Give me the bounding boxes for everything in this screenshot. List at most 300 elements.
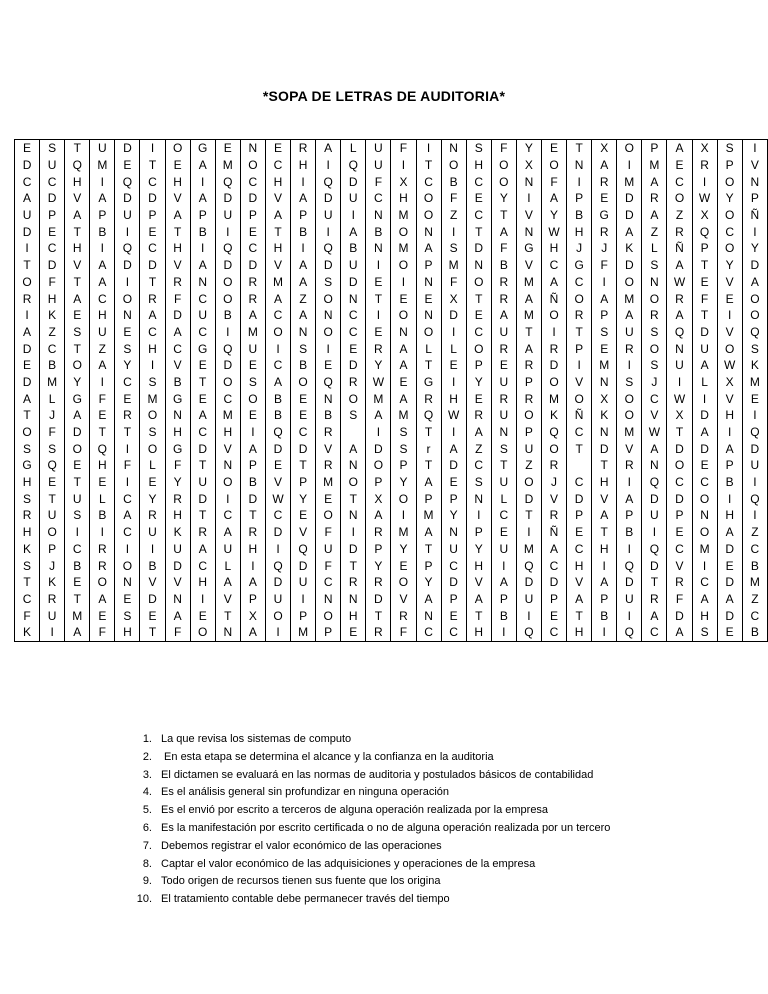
clue-text: Debemos registrar el valor económico de las operaciones	[161, 839, 442, 852]
grid-cell: O	[742, 307, 767, 324]
grid-cell: X	[366, 490, 391, 507]
grid-cell: O	[265, 607, 290, 624]
grid-cell: Q	[617, 557, 642, 574]
grid-cell: R	[341, 374, 366, 391]
grid-cell: O	[140, 440, 165, 457]
grid-cell: Q	[341, 157, 366, 174]
grid-cell: O	[240, 390, 265, 407]
grid-cell: T	[416, 357, 441, 374]
grid-cell: P	[516, 374, 541, 391]
grid-cell: B	[567, 207, 592, 224]
grid-cell: X	[692, 207, 717, 224]
grid-cell: O	[316, 607, 341, 624]
grid-cell: M	[215, 407, 240, 424]
grid-cell: M	[592, 357, 617, 374]
grid-cell: K	[742, 357, 767, 374]
grid-cell: T	[140, 624, 165, 641]
grid-cell: C	[190, 290, 215, 307]
grid-cell: B	[592, 607, 617, 624]
grid-cell: S	[65, 324, 90, 341]
grid-cell: B	[291, 357, 316, 374]
grid-cell: T	[291, 457, 316, 474]
grid-cell: O	[391, 490, 416, 507]
grid-cell: I	[265, 624, 290, 641]
grid-cell: A	[592, 507, 617, 524]
grid-cell: P	[366, 541, 391, 558]
grid-cell: X	[592, 390, 617, 407]
grid-cell: U	[190, 474, 215, 491]
grid-row	[15, 390, 768, 407]
grid-cell: D	[190, 490, 215, 507]
grid-cell: O	[692, 524, 717, 541]
grid-cell: C	[416, 173, 441, 190]
grid-cell: W	[642, 424, 667, 441]
grid-cell: A	[692, 424, 717, 441]
grid-cell: T	[15, 407, 40, 424]
grid-cell: R	[592, 173, 617, 190]
grid-cell: A	[667, 624, 692, 641]
grid-cell: R	[15, 290, 40, 307]
grid-cell: S	[491, 440, 516, 457]
grid-cell: O	[265, 324, 290, 341]
grid-cell: D	[215, 190, 240, 207]
grid-cell: A	[190, 157, 215, 174]
grid-cell: A	[341, 223, 366, 240]
grid-cell: I	[341, 524, 366, 541]
grid-cell: R	[491, 340, 516, 357]
grid-cell: B	[265, 407, 290, 424]
grid-cell: V	[617, 440, 642, 457]
grid-cell: H	[65, 173, 90, 190]
grid-cell: K	[15, 624, 40, 641]
grid-cell: U	[190, 307, 215, 324]
grid-cell: E	[65, 457, 90, 474]
grid-cell: A	[642, 607, 667, 624]
grid-cell: I	[516, 524, 541, 541]
grid-cell: D	[692, 440, 717, 457]
grid-cell: E	[15, 140, 40, 157]
grid-cell: T	[416, 424, 441, 441]
grid-cell: D	[265, 524, 290, 541]
grid-cell: Q	[516, 557, 541, 574]
grid-cell: R	[642, 307, 667, 324]
grid-cell: Y	[742, 240, 767, 257]
grid-cell: I	[140, 541, 165, 558]
grid-cell: A	[642, 440, 667, 457]
grid-cell: N	[165, 407, 190, 424]
grid-cell: I	[692, 173, 717, 190]
grid-cell: T	[366, 290, 391, 307]
clue-number: 2.	[142, 750, 152, 763]
clue-item	[126, 749, 610, 767]
grid-cell: G	[190, 140, 215, 157]
grid-cell: D	[441, 457, 466, 474]
grid-cell: O	[366, 457, 391, 474]
grid-cell: E	[341, 624, 366, 641]
grid-cell: H	[240, 541, 265, 558]
grid-cell: I	[617, 357, 642, 374]
grid-cell: E	[541, 607, 566, 624]
grid-cell: B	[265, 390, 290, 407]
grid-cell: Z	[291, 290, 316, 307]
grid-row	[15, 190, 768, 207]
grid-cell: H	[165, 240, 190, 257]
grid-cell: A	[65, 207, 90, 224]
grid-cell: D	[341, 173, 366, 190]
grid-cell: E	[240, 357, 265, 374]
grid-cell: E	[140, 223, 165, 240]
grid-cell: E	[567, 524, 592, 541]
grid-cell: D	[667, 607, 692, 624]
clue-text: Captar el valor económico de las adquisiciones y operaciones de la empresa	[161, 857, 536, 870]
grid-cell: R	[115, 407, 140, 424]
grid-row	[15, 257, 768, 274]
grid-cell: W	[717, 357, 742, 374]
grid-cell: B	[491, 257, 516, 274]
grid-cell: O	[541, 307, 566, 324]
grid-cell: A	[165, 607, 190, 624]
grid-cell: A	[165, 324, 190, 341]
grid-row	[15, 457, 768, 474]
grid-cell: A	[341, 440, 366, 457]
grid-cell: D	[717, 607, 742, 624]
grid-cell: U	[667, 357, 692, 374]
grid-cell: A	[215, 524, 240, 541]
grid-cell: N	[466, 257, 491, 274]
grid-cell: Z	[642, 223, 667, 240]
grid-cell: I	[567, 357, 592, 374]
grid-cell: T	[190, 507, 215, 524]
grid-cell: A	[90, 357, 115, 374]
grid-cell: V	[165, 357, 190, 374]
grid-cell: I	[642, 524, 667, 541]
grid-cell: S	[717, 140, 742, 157]
grid-cell: A	[190, 407, 215, 424]
grid-cell: O	[466, 274, 491, 291]
page-title: *SOPA DE LETRAS DE AUDITORIA*	[262, 88, 506, 104]
grid-cell: V	[65, 190, 90, 207]
grid-cell: D	[115, 190, 140, 207]
grid-cell: M	[90, 157, 115, 174]
grid-cell: C	[341, 307, 366, 324]
grid-cell: D	[15, 157, 40, 174]
grid-cell: C	[140, 173, 165, 190]
grid-cell: R	[40, 591, 65, 608]
grid-cell: C	[291, 424, 316, 441]
grid-cell: S	[642, 257, 667, 274]
grid-cell: I	[240, 424, 265, 441]
grid-cell: E	[90, 607, 115, 624]
grid-cell: E	[140, 607, 165, 624]
grid-cell: Q	[265, 424, 290, 441]
grid-cell: E	[341, 340, 366, 357]
grid-cell: S	[15, 490, 40, 507]
grid-cell: I	[667, 374, 692, 391]
grid-cell: C	[15, 173, 40, 190]
grid-cell: C	[90, 290, 115, 307]
grid-row	[15, 524, 768, 541]
grid-cell: O	[441, 157, 466, 174]
grid-cell: M	[265, 274, 290, 291]
grid-cell: U	[441, 541, 466, 558]
grid-cell: E	[190, 390, 215, 407]
grid-cell: J	[40, 557, 65, 574]
grid-cell: S	[115, 607, 140, 624]
grid-cell: O	[491, 157, 516, 174]
grid-cell: S	[291, 340, 316, 357]
grid-cell: C	[140, 240, 165, 257]
grid-cell: R	[617, 457, 642, 474]
clue-text: En esta etapa se determina el alcance y la confianza en la auditoria	[161, 750, 494, 763]
grid-cell: C	[140, 324, 165, 341]
grid-cell: I	[441, 223, 466, 240]
clue-number: 8.	[142, 857, 152, 870]
grid-cell: O	[717, 207, 742, 224]
grid-cell: A	[15, 390, 40, 407]
grid-cell: D	[466, 240, 491, 257]
grid-cell: C	[316, 574, 341, 591]
grid-cell: O	[491, 173, 516, 190]
grid-cell: M	[140, 390, 165, 407]
grid-cell: U	[40, 507, 65, 524]
grid-cell: M	[617, 290, 642, 307]
grid-cell: R	[190, 524, 215, 541]
clue-number: 4.	[142, 786, 152, 799]
grid-row	[15, 541, 768, 558]
grid-cell: T	[667, 424, 692, 441]
grid-cell: R	[541, 457, 566, 474]
grid-cell: P	[291, 474, 316, 491]
grid-cell: Q	[316, 374, 341, 391]
grid-cell: C	[341, 324, 366, 341]
grid-cell: M	[541, 390, 566, 407]
grid-cell: S	[341, 407, 366, 424]
grid-cell: U	[90, 140, 115, 157]
grid-cell: Y	[541, 207, 566, 224]
grid-cell: U	[491, 374, 516, 391]
grid-cell: P	[567, 507, 592, 524]
grid-cell: V	[165, 574, 190, 591]
grid-cell: Y	[717, 190, 742, 207]
grid-cell: M	[65, 607, 90, 624]
grid-cell: N	[516, 173, 541, 190]
grid-cell: S	[40, 140, 65, 157]
grid-cell: U	[692, 340, 717, 357]
grid-cell: Ñ	[541, 290, 566, 307]
grid-cell: N	[416, 274, 441, 291]
grid-cell: I	[90, 374, 115, 391]
clue-text: La que revisa los sistemas de computo	[161, 733, 352, 745]
grid-cell: D	[65, 424, 90, 441]
grid-row	[15, 374, 768, 391]
grid-cell: A	[190, 541, 215, 558]
grid-cell: N	[115, 307, 140, 324]
grid-cell: F	[366, 173, 391, 190]
grid-cell: C	[466, 457, 491, 474]
grid-cell: R	[316, 424, 341, 441]
grid-cell: Ñ	[742, 207, 767, 224]
grid-cell: V	[215, 440, 240, 457]
grid-cell: P	[40, 541, 65, 558]
grid-cell: X	[717, 374, 742, 391]
grid-cell: L	[692, 374, 717, 391]
grid-cell: C	[642, 624, 667, 641]
grid-cell: A	[592, 290, 617, 307]
grid-cell: O	[391, 257, 416, 274]
clue-number: 1.	[142, 733, 152, 745]
grid-cell: Ñ	[541, 524, 566, 541]
grid-cell: C	[567, 274, 592, 291]
grid-cell: E	[466, 307, 491, 324]
grid-cell: U	[140, 524, 165, 541]
grid-row	[15, 324, 768, 341]
grid-cell: A	[366, 507, 391, 524]
grid-cell: T	[90, 424, 115, 441]
grid-cell: Q	[265, 557, 290, 574]
grid-cell: W	[541, 223, 566, 240]
grid-cell: O	[416, 207, 441, 224]
clue-item	[126, 802, 610, 820]
grid-cell: Z	[441, 207, 466, 224]
grid-cell: S	[140, 374, 165, 391]
grid-cell: Z	[90, 340, 115, 357]
grid-cell: Z	[40, 324, 65, 341]
grid-row	[15, 407, 768, 424]
grid-cell: F	[441, 190, 466, 207]
grid-cell: C	[165, 340, 190, 357]
grid-cell: V	[541, 490, 566, 507]
grid-cell: I	[190, 173, 215, 190]
grid-cell: U	[742, 457, 767, 474]
grid-cell: D	[40, 257, 65, 274]
grid-cell: E	[692, 457, 717, 474]
grid-cell: T	[567, 440, 592, 457]
grid-cell: I	[15, 240, 40, 257]
grid-cell: H	[441, 390, 466, 407]
grid-cell: T	[165, 223, 190, 240]
grid-cell: P	[466, 524, 491, 541]
grid-cell: A	[667, 140, 692, 157]
grid-cell: D	[717, 541, 742, 558]
grid-cell: J	[541, 474, 566, 491]
grid-cell: E	[441, 474, 466, 491]
grid-cell: E	[541, 140, 566, 157]
grid-cell: C	[441, 557, 466, 574]
grid-cell: O	[391, 307, 416, 324]
grid-cell: R	[491, 390, 516, 407]
grid-cell: E	[491, 524, 516, 541]
grid-cell: O	[617, 140, 642, 157]
grid-cell: N	[366, 240, 391, 257]
grid-cell: A	[90, 257, 115, 274]
grid-cell: L	[441, 340, 466, 357]
grid-cell: P	[466, 357, 491, 374]
grid-cell: A	[90, 591, 115, 608]
grid-cell: S	[316, 274, 341, 291]
grid-cell: T	[567, 140, 592, 157]
grid-cell: A	[140, 307, 165, 324]
grid-cell: O	[391, 574, 416, 591]
grid-cell: Q	[65, 157, 90, 174]
grid-cell: C	[115, 374, 140, 391]
grid-cell: E	[717, 557, 742, 574]
grid-cell: U	[115, 207, 140, 224]
grid-cell: N	[466, 490, 491, 507]
grid-cell: R	[642, 190, 667, 207]
grid-cell: P	[717, 457, 742, 474]
grid-cell: L	[416, 340, 441, 357]
grid-cell: D	[215, 357, 240, 374]
grid-cell: K	[541, 407, 566, 424]
grid-cell: H	[90, 457, 115, 474]
grid-cell: S	[617, 374, 642, 391]
grid-cell: O	[165, 140, 190, 157]
grid-cell: E	[316, 357, 341, 374]
grid-cell: K	[15, 541, 40, 558]
grid-cell: U	[516, 591, 541, 608]
grid-cell: A	[617, 223, 642, 240]
grid-cell: E	[692, 274, 717, 291]
grid-cell: A	[291, 257, 316, 274]
grid-cell: O	[567, 390, 592, 407]
grid-cell: E	[466, 190, 491, 207]
grid-cell: A	[265, 374, 290, 391]
grid-cell: T	[416, 457, 441, 474]
grid-row	[15, 591, 768, 608]
grid-cell: V	[567, 574, 592, 591]
grid-cell: Y	[366, 557, 391, 574]
grid-cell: T	[140, 274, 165, 291]
grid-cell: I	[366, 307, 391, 324]
grid-cell: I	[115, 223, 140, 240]
grid-cell: M	[391, 524, 416, 541]
grid-cell: E	[366, 324, 391, 341]
grid-cell: D	[265, 440, 290, 457]
grid-cell: I	[265, 340, 290, 357]
grid-cell: Y	[391, 474, 416, 491]
grid-cell: B	[341, 240, 366, 257]
grid-cell: R	[667, 574, 692, 591]
grid-cell: E	[592, 340, 617, 357]
grid-cell: L	[341, 140, 366, 157]
grid-cell: O	[717, 340, 742, 357]
grid-cell: Y	[441, 507, 466, 524]
grid-cell: Q	[215, 340, 240, 357]
grid-cell: M	[516, 307, 541, 324]
grid-cell: C	[215, 507, 240, 524]
grid-cell: N	[516, 223, 541, 240]
grid-cell: V	[516, 257, 541, 274]
grid-cell: B	[491, 607, 516, 624]
grid-cell: Y	[491, 190, 516, 207]
grid-cell: S	[391, 440, 416, 457]
grid-cell: D	[617, 207, 642, 224]
grid-row	[15, 424, 768, 441]
grid-cell: P	[441, 591, 466, 608]
grid-cell: W	[667, 274, 692, 291]
grid-cell: V	[316, 440, 341, 457]
grid-cell: O	[215, 290, 240, 307]
grid-row	[15, 507, 768, 524]
grid-cell: T	[466, 290, 491, 307]
grid-cell: D	[742, 440, 767, 457]
grid-cell: I	[592, 624, 617, 641]
grid-cell: L	[215, 557, 240, 574]
grid-cell: A	[742, 274, 767, 291]
grid-cell: D	[291, 440, 316, 457]
grid-cell: O	[316, 507, 341, 524]
grid-cell: F	[40, 274, 65, 291]
